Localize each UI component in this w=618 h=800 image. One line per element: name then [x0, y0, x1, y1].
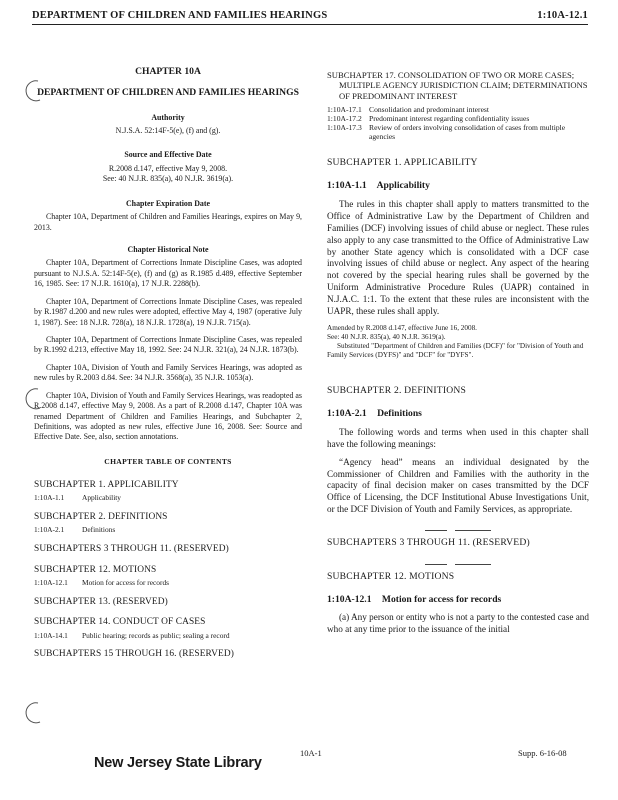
toc-subchapter: SUBCHAPTER 12. MOTIONS	[34, 564, 157, 575]
toc-subchapter: SUBCHAPTER 2. DEFINITIONS	[34, 511, 168, 522]
history-paragraph: Chapter 10A, Division of Youth and Family Services Hearings, was adopted as new rules by R.2003 d.84. See: 34 N.J.R. 3568(a), 35 N.J.R. 1053(a).	[34, 362, 302, 383]
section-number: 1:10A-1.1	[327, 180, 367, 192]
toc-entry-number: 1:10A-2.1	[34, 525, 65, 535]
toc-subchapter: SUBCHAPTERS 3 THROUGH 11. (RESERVED)	[34, 544, 229, 555]
toc-entry-title: Review of orders involving consolidation of cases from multiple agencies	[369, 123, 566, 142]
history-heading: Chapter Historical Note	[127, 245, 209, 255]
amendment-line: Substituted "Department of Children and Families (DCF)" for "Division of Youth and Family Services (DYFS)" and "DCF" for "DYFS".	[327, 341, 584, 359]
toc-entry[interactable]	[327, 105, 589, 114]
toc-group	[34, 616, 302, 640]
toc-entry-title: Public hearing; records as public; sealing a record	[82, 630, 230, 640]
toc-group	[34, 511, 302, 535]
library-stamp: New Jersey State Library	[94, 755, 262, 771]
section-text: (a) Any person or entity who is not a party to the contested case and who at any time prior to the issuance of the initial	[327, 612, 589, 635]
source-line-1: R.2008 d.147, effective May 9, 2008.	[108, 163, 228, 173]
page-number: 10A-1	[300, 748, 322, 758]
supplement-date: Supp. 6-16-08	[518, 748, 567, 758]
section-number: 1:10A-12.1	[327, 593, 372, 605]
subchapter-1-heading: SUBCHAPTER 1. APPLICABILITY	[327, 157, 478, 169]
toc-entry-number: 1:10A-17.3	[327, 123, 362, 133]
toc-entry[interactable]	[34, 578, 302, 588]
chapter-number: CHAPTER 10A	[135, 66, 201, 77]
amendment-line: See: 40 N.J.R. 835(a), 40 N.J.R. 3619(a).	[327, 333, 446, 341]
toc-entry-number: 1:10A-17.2	[327, 114, 362, 124]
authority-text: N.J.S.A. 52:14F-5(e), (f) and (g).	[115, 126, 221, 136]
subchapter-3-heading: SUBCHAPTERS 3 THROUGH 11. (RESERVED)	[327, 537, 530, 549]
toc-entry-number: 1:10A-1.1	[34, 493, 65, 503]
toc-entry-number: 1:10A-12.1	[34, 577, 68, 587]
amendment-line: Amended by R.2008 d.147, effective June 16, 2008.	[327, 324, 477, 333]
history-paragraph: Chapter 10A, Department of Corrections Inmate Discipline Cases, was adopted pursuant to N.J.S.A. 52:14F-5(e), (f) and (g) as R.1985 d.489, effective September 16, 1985. See: 17 N.J.R. 1610(a), 17 N.J.R. 2288(b).	[34, 258, 302, 289]
section-text: The rules in this chapter shall apply to matters transmitted to the Office of Administrative Law by the Department of Children and Families (DCF) involving issues of child abuse or neglect. These rules also apply to any case transmitted to the Office of Administrative Law by another State agency which is consolidated with a DCF case involving issues of child abuse or neglect. Any aspect of the hearing not covered by the special hearing rules shall be governed by the Uniform Administrative Procedure Rules (UAPR) contained in N.J.A.C. 1:1. To the extent that these rules are inconsistent with the UAPR, these rules shall apply.	[327, 198, 589, 317]
left-column	[34, 66, 302, 663]
toc-subchapter: SUBCHAPTER 1. APPLICABILITY	[34, 479, 179, 490]
toc-heading: CHAPTER TABLE OF CONTENTS	[104, 456, 232, 466]
subchapter-17-heading: SUBCHAPTER 17. CONSOLIDATION OF TWO OR MORE CASES; MULTIPLE AGENCY JURISDICTION CLAIM; DETERMINATIONS OF PREDOMINANT INTEREST	[327, 70, 588, 101]
toc-subchapter: SUBCHAPTER 14. CONDUCT OF CASES	[34, 617, 206, 628]
source-line-2: See: 40 N.J.R. 835(a), 40 N.J.R. 3619(a).	[102, 174, 234, 184]
toc-entry-number: 1:10A-14.1	[34, 630, 68, 640]
toc-entry[interactable]	[34, 525, 302, 535]
right-column	[327, 70, 589, 642]
toc-entry[interactable]	[327, 114, 589, 123]
toc-entry[interactable]	[34, 631, 302, 641]
header-title: DEPARTMENT OF CHILDREN AND FAMILIES HEARINGS	[32, 10, 328, 21]
toc-group	[34, 543, 302, 555]
section-title: Motion for access for records	[381, 593, 502, 605]
toc-entry-title: Consolidation and predominant interest	[369, 104, 490, 114]
header-section: 1:10A-12.1	[537, 10, 588, 21]
toc-entry-title: Predominant interest regarding confidentiality issues	[369, 114, 530, 124]
toc-entry-title: Motion for access for records	[82, 577, 170, 587]
history-paragraph: Chapter 10A, Division of Youth and Family Services Hearings, was readopted as R.2008 d.147, effective May 9, 2008. As a part of R.2008 d.147, Chapter 10A was renamed Department of Children and Families Hearings, and Subchapter 2, Definitions, was adopted as new rules, effective June 16, 2008. See: Source and Effective Date. See, also, section annotations.	[34, 390, 302, 442]
toc-entry-title: Applicability	[82, 493, 121, 503]
subchapter-17-list	[327, 105, 589, 141]
toc-group	[34, 479, 302, 503]
section-heading	[327, 594, 589, 607]
history-paragraph: Chapter 10A, Department of Corrections Inmate Discipline Cases, was repealed by R.1992 d.213, effective May 18, 1992. See: 24 N.J.R. 321(a), 24 N.J.R. 1873(b).	[34, 334, 302, 355]
punch-hole-icon	[22, 700, 48, 726]
toc-entry-title: Definitions	[82, 525, 116, 535]
subchapter-12-heading: SUBCHAPTER 12. MOTIONS	[327, 570, 455, 582]
source-heading: Source and Effective Date	[124, 150, 212, 160]
expiration-heading: Chapter Expiration Date	[125, 198, 211, 208]
section-number: 1:10A-2.1	[327, 408, 367, 419]
toc-entry-number: 1:10A-17.1	[327, 104, 362, 114]
authority-heading: Authority	[151, 112, 185, 122]
section-divider	[327, 564, 589, 565]
toc-group	[34, 648, 302, 660]
subchapter-2-heading: SUBCHAPTER 2. DEFINITIONS	[327, 385, 467, 397]
section-title: Applicability	[376, 180, 430, 192]
history-paragraph: Chapter 10A, Department of Corrections Inmate Discipline Cases, was repealed by R.1987 d.200 and new rules were adopted, effective May 4, 1987 (operative July 1, 1987). See: 18 N.J.R. 728(a), 18 N.J.R. 1728(a), 19 N.J.R. 715(a).	[34, 296, 302, 327]
amendment-note	[327, 324, 589, 359]
toc-subchapter: SUBCHAPTER 13. (RESERVED)	[34, 596, 168, 607]
section-divider	[327, 530, 589, 531]
toc-subchapter: SUBCHAPTERS 15 THROUGH 16. (RESERVED)	[34, 649, 234, 660]
section-title: Definitions	[377, 408, 422, 419]
toc-entry[interactable]	[327, 123, 589, 141]
expiration-text: Chapter 10A, Department of Children and Families Hearings, expires on May 9, 2013.	[34, 212, 302, 232]
section-text: The following words and terms when used in this chapter shall have the following meanings:	[327, 426, 589, 449]
running-header	[32, 10, 588, 25]
chapter-title: DEPARTMENT OF CHILDREN AND FAMILIES HEARINGS	[37, 86, 299, 98]
section-heading	[327, 408, 589, 421]
definition-text: “Agency head” means an individual designated by the Commissioner of Children and Families with the authority in the capacity of final decision maker on cases transmitted by the DCF Office of Licensing, the DCF Institutional Abuse Investigations Unit, or the DCF Division of Youth and Family Services, as appropriate.	[327, 456, 589, 515]
toc-group	[34, 596, 302, 608]
toc-entry[interactable]	[34, 493, 302, 503]
section-heading	[327, 180, 589, 193]
toc-group	[34, 564, 302, 588]
